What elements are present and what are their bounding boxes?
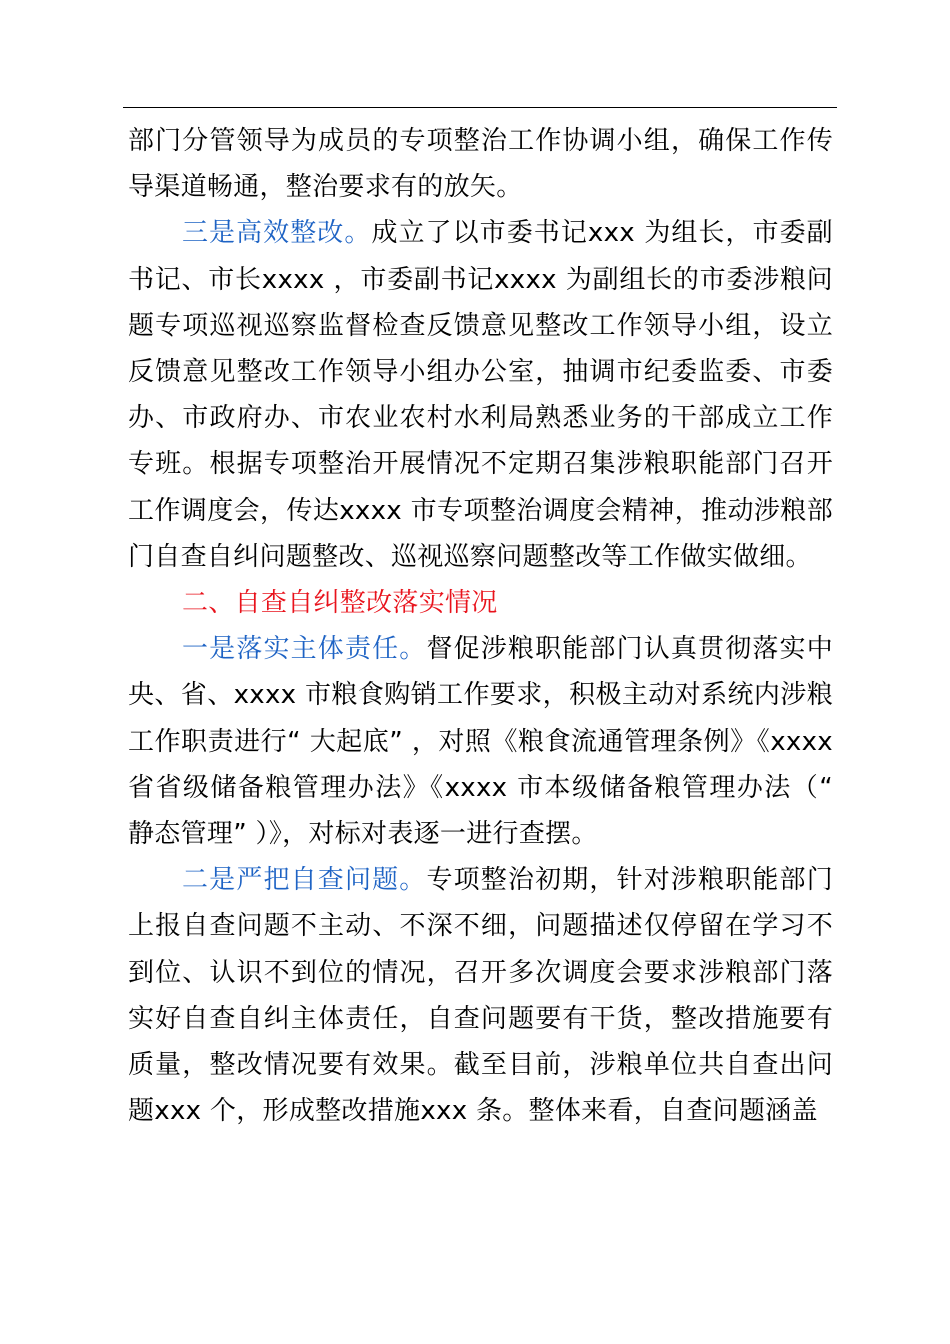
document-body	[128, 118, 833, 1134]
paragraph-lead: 一是落实主体责任。	[182, 634, 427, 665]
header-rule	[123, 107, 837, 108]
paragraph-text: 成立了以市委书记xxx 为组长，市委副书记、市长xxxx ，市委副书记xxxx 为副组长的市委涉粮问题专项巡视巡察监督检查反馈意见整改工作领导小组，设立反馈意见整改工作领导小组办公室，抽调市纪委监委、市委办、市政府办、市农业农村水利局熟悉业务的干部成立工作专班。根据专项整治开展情况不定期召集涉粮职能部门召开工作调度会，传达xxxx 市专项整治调度会精神，推动涉粮部门自查自纠问题整改、巡视巡察问题整改等工作做实做细。	[128, 218, 833, 572]
paragraph-main-responsibility	[128, 626, 833, 857]
paragraph-text: 部门分管领导为成员的专项整治工作协调小组，确保工作传导渠道畅通，整治要求有的放矢。	[128, 126, 833, 203]
paragraph-self-check	[128, 857, 833, 1134]
section-heading-text: 二、自查自纠整改落实情况	[182, 588, 498, 619]
paragraph-efficient-rectification	[128, 210, 833, 580]
paragraph-lead: 二是严把自查问题。	[182, 865, 427, 896]
section-heading	[128, 580, 833, 626]
paragraph-continuation	[128, 118, 833, 210]
paragraph-lead: 三是高效整改。	[182, 218, 372, 249]
paragraph-text: 专项整治初期，针对涉粮职能部门上报自查问题不主动、不深不细，问题描述仅停留在学习不到位、认识不到位的情况，召开多次调度会要求涉粮部门落实好自查自纠主体责任，自查问题要有干货，整改措施要有质量，整改情况要有效果。截至目前，涉粮单位共自查出问题xxx 个，形成整改措施xxx 条。整体来看，自查问题涵盖	[128, 865, 833, 1127]
paragraph-text: 督促涉粮职能部门认真贯彻落实中央、省、xxxx 市粮食购销工作要求，积极主动对系统内涉粮工作职责进行“ 大起底” ，对照《粮食流通管理条例》《xxxx 省省级储备粮管理办法》《xxxx 市本级储备粮管理办法（“ 静态管理” ）》，对标对表逐一进行查摆。	[128, 634, 833, 850]
